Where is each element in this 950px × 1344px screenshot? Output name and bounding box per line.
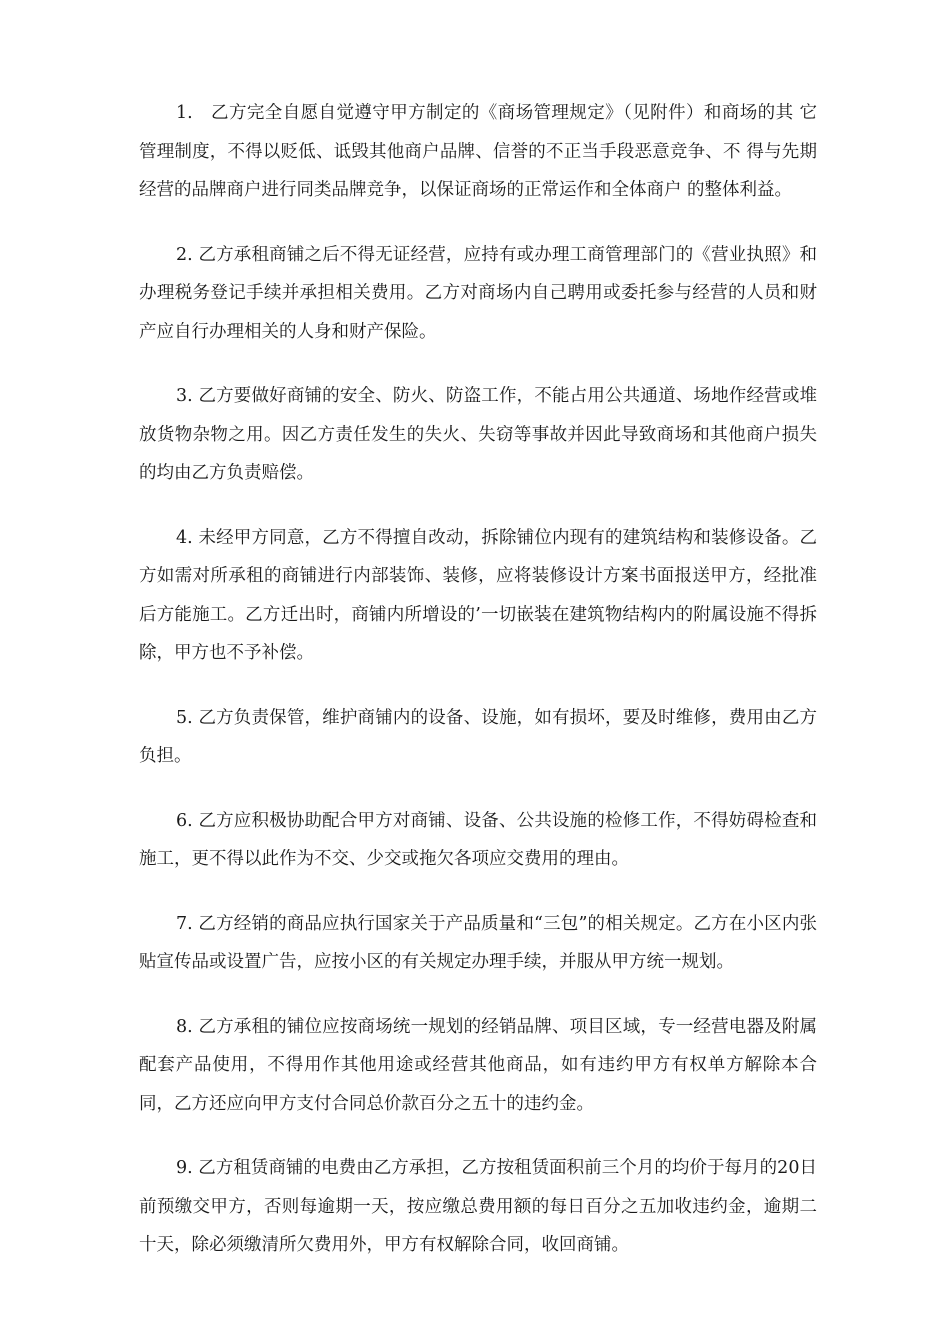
clause-paragraph-8: 8. 乙方承租的铺位应按商场统一规划的经销品牌、项目区域，专一经营电器及附属配套产品使用，不得用作其他用途或经营其他商品，如有违约甲方有权单方解除本合同，乙方还应向甲方支付合同总价款百分之五十的违约金。 xyxy=(139,1016,817,1114)
clause-paragraph-9: 9. 乙方租赁商铺的电费由乙方承担，乙方按租赁面积前三个月的均价于每月的20日前预缴交甲方，否则每逾期一天，按应缴总费用额的每日百分之五加收违约金，逾期二十天，除必须缴清所欠费用外，甲方有权解除合同，收回商铺。 xyxy=(139,1158,817,1255)
clause-paragraph-1: 1. 乙方完全自愿自觉遵守甲方制定的《商场管理规定》（见附件）和商场的其 它管理制度，不得以贬低、诋毁其他商户品牌、信誉的不正当手段恶意竞争、不 得与先期经营的品牌商户进行同类品牌竞争，以保证商场的正常运作和全体商户 的整体利益。 xyxy=(139,103,817,200)
document-body xyxy=(139,94,817,1291)
clause-paragraph-2: 2. 乙方承租商铺之后不得无证经营，应持有或办理工商管理部门的《营业执照》和办理税务登记手续并承担相关费用。乙方对商场内自己聘用或委托参与经营的人员和财产应自行办理相关的人身和财产保险。 xyxy=(139,244,817,342)
clause-paragraph-4: 4. 未经甲方同意，乙方不得擅自改动，拆除铺位内现有的建筑结构和装修设备。乙方如需对所承租的商铺进行内部装饰、装修，应将装修设计方案书面报送甲方，经批准后方能施工。乙方迁出时，商铺内所增设的’一切嵌装在建筑物结构内的附属设施不得拆除，甲方也不予补偿。 xyxy=(139,527,817,663)
clause-paragraph-5: 5. 乙方负责保管，维护商铺内的设备、设施，如有损坏，要及时维修，费用由乙方负担。 xyxy=(139,707,817,766)
clause-paragraph-6: 6. 乙方应积极协助配合甲方对商铺、设备、公共设施的检修工作，不得妨碍检查和施工，更不得以此作为不交、少交或拖欠各项应交费用的理由。 xyxy=(139,810,817,869)
clause-paragraph-3: 3. 乙方要做好商铺的安全、防火、防盗工作，不能占用公共通道、场地作经营或堆放货物杂物之用。因乙方责任发生的失火、失窃等事故并因此导致商场和其他商户损失的均由乙方负责赔偿。 xyxy=(139,386,817,483)
clause-paragraph-7: 7. 乙方经销的商品应执行国家关于产品质量和“三包”的相关规定。乙方在小区内张贴宣传品或设置广告，应按小区的有关规定办理手续，并服从甲方统一规划。 xyxy=(139,913,817,972)
